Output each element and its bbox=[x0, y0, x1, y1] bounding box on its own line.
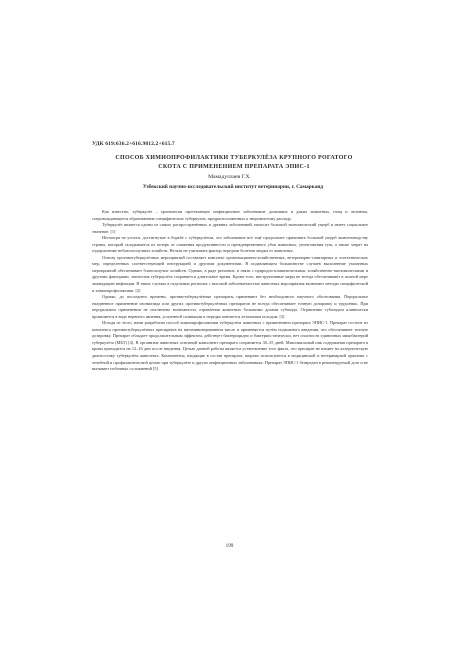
paragraph: Основу противотуберкулёзных мероприятий составляет комплекс организационно-хозяйственных, ветеринарно-санитарных и зоотехнических мер, определенных соответствующей инструкцией и другими документами. В подавляющем большинстве случаев выполнение указанных мероприятий обеспечивает благополучие хозяйств. Однако, в ряде регионов, в связи с природно-климатическими, хозяйственно-экономическими и другими факторами, эпизоотия туберкулёза сохраняется длительное время. Кроме того, инструктивные меры не всегда обеспечивают в полной мере ликвидацию инфекции. В таких случаях в отдельных регионах с высокой заболеваемостью животных мероприятия включают методы специфической и химиопрофилактики. [2] bbox=[92, 254, 368, 293]
article-title: СПОСОБ ХИМИОПРОФИЛАКТИКИ ТУБЕРКУЛЁЗА КРУПНОГО РОГАТОГО СКОТА С ПРИМЕНЕНИЕМ ПРЕПАРАТА ЭПИС-1 bbox=[115, 155, 353, 170]
author-name: Мамадуллаев Г.Х. bbox=[208, 174, 251, 180]
article-body bbox=[92, 209, 368, 373]
paragraph: Исходя из этого, нами разработан способ химиопрофилактики туберкулёза животных с применением препарата ЭПИС-1. Препарат состоит из комплекса противотуберкулёзных препаратов на витаминизированном масле и применяется путём подкожного введения, что обеспечивает точную дозировку. Препарат обладает продолжительным эффектом, действует бактерицидно и бактериостатически, нет опасности единичных микобактерий туберкулёза (МБТ) [4]. В организме животных основной компонент препарата сохраняется 30–35 дней. Максимальный пик содержания препарата в крови приходится на 12–16 дни после введения. Целью данной работы является установление того факта, что препарат не влияет на аллергическую диагностику туберкулёза животных. Компоненты, входящие в состав препарата, широко используются в медицинской и ветеринарной практике с лечебной и профилактической целью при туберкулёзе и других инфекционных заболеваниях. Препарат ЭПИС-1 безвреден в рекомендуемой дозе и не вызывает побочных осложнений [5]. bbox=[92, 320, 368, 372]
paragraph: Однако, до последнего времени, противотуберкулёзные препараты применяют без необходимого научного обоснования. Пероральное ежедневное применение изониазида или других противотуберкулёзных препаратов не всегда обеспечивает точную дозировку и трудоёмко. При пероральном применении не исключена возможность отравления животных большими дозами тубазида. Отравление тубазидом клинически проявляется в виде нервного явления, усиленной саливации и нередко кончается летальным исходом. [3] bbox=[92, 294, 368, 319]
page-number: 199 bbox=[225, 543, 234, 549]
paragraph: Как известно, туберкулёз – хронически протекающее инфекционное заболевание домашних и диких животных, птиц и человека, сопровождающееся образованием специфических туберкулов, предрасположенных к творожистому распаду. bbox=[92, 209, 368, 221]
udk-code: УДК 619:636.2+616.9812.2+615.7 bbox=[92, 141, 175, 147]
paragraph: Туберкулёз является одним из самых распространённых и древних заболеваний, наносит большой экономический ущерб и имеет социальное значение. [1] bbox=[92, 222, 368, 234]
affiliation: Узбекский научно-исследовательский институт ветеринарии, г. Самарканд bbox=[142, 184, 324, 190]
paragraph: Несмотря на успехи, достигнутые в борьбе с туберкулёзом, это заболевание всё ещё продолжает причинять большой ущерб животноводству страны, который складывается из потерь от снижения продуктивности и преждевременного убоя животных, уничтожения туш, а также затрат на оздоровление неблагополучных хозяйств. Нельзя не учитывать фактор передачи болезни людям от животных. bbox=[92, 235, 368, 254]
